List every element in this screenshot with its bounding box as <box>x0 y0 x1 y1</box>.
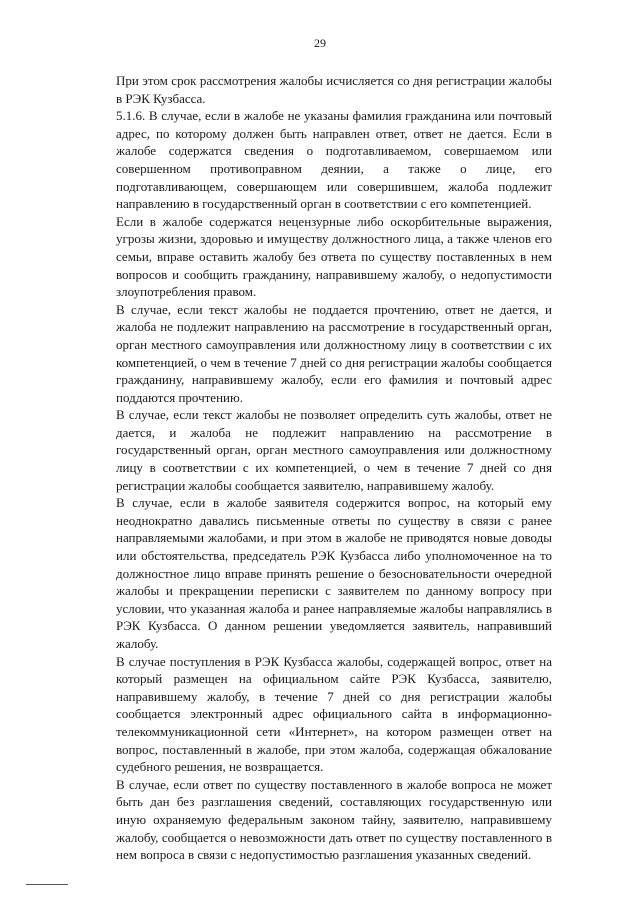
paragraph-6: В случае, если в жалобе заявителя содержится вопрос, на который ему неоднократно давались письменные ответы по существу в связи с ранее направляемыми жалобами, и при этом в жалобе не приводятся новые доводы или обстоятельства, председатель РЭК Кузбасса либо уполномоченное на то должностное лицо вправе принять решение о безосновательности очередной жалобы и прекращении переписки с заявителем по данному вопросу при условии, что указанная жалоба и ранее направляемые жалобы направлялись в РЭК Кузбасса. О данном решении уведомляется заявитель, направивший жалобу. <box>116 495 552 651</box>
footnote-separator <box>26 884 68 885</box>
document-body <box>116 72 552 864</box>
paragraph-1: При этом срок рассмотрения жалобы исчисляется со дня регистрации жалобы в РЭК Кузбасса. <box>116 73 552 106</box>
page-number: 29 <box>314 36 326 50</box>
paragraph-2: 5.1.6. В случае, если в жалобе не указаны фамилия гражданина или почтовый адрес, по которому должен быть направлен ответ, ответ не дается. Если в жалобе содержатся сведения о подготавливаемом, совершаемом или совершенном противоправном деянии, а также о лице, его подготавливающем, совершающем или совершившем, жалоба подлежит направлению в государственный орган в соответствии с его компетенцией. <box>116 108 552 212</box>
paragraph-4: В случае, если текст жалобы не поддается прочтению, ответ не дается, и жалоба не подлежит направлению на рассмотрение в государственный орган, орган местного самоуправления или должностному лицу в соответствии с их компетенцией, о чем в течение 7 дней со дня регистрации жалобы сообщается гражданину, направившему жалобу, если его фамилия и почтовый адрес поддаются прочтению. <box>116 301 552 405</box>
paragraph-7: В случае поступления в РЭК Кузбасса жалобы, содержащей вопрос, ответ на который размещен на официальном сайте РЭК Кузбасса, заявителю, направившему жалобу, в течение 7 дней со дня регистрации жалобы сообщается электронный адрес официального сайта в информационно-телекоммуникационной сети «Интернет», на котором размещен ответ на вопрос, поставленный в жалобе, при этом жалоба, содержащая обжалование судебного решения, не возвращается. <box>116 653 552 775</box>
paragraph-5: В случае, если текст жалобы не позволяет определить суть жалобы, ответ не дается, и жалоба не подлежит направлению на рассмотрение в государственный орган, орган местного самоуправления или должностному лицу в соответствии с их компетенцией, о чем в течение 7 дней со дня регистрации жалобы сообщается заявителю, направившему жалобу. <box>116 407 552 493</box>
paragraph-3: Если в жалобе содержатся нецензурные либо оскорбительные выражения, угрозы жизни, здоровью и имуществу должностного лица, а также членов его семьи, вправе оставить жалобу без ответа по существу поставленных в нем вопросов и сообщить гражданину, направившему жалобу, о недопустимости злоупотребления правом. <box>116 213 552 300</box>
paragraph-8: В случае, если ответ по существу поставленного в жалобе вопроса не может быть дан без разглашения сведений, составляющих государственную или иную охраняемую федеральным законом тайну, заявителю, направившему жалобу, сообщается о невозможности дать ответ по существу поставленного в нем вопроса в связи с недопустимостью разглашения указанных сведений. <box>116 776 552 863</box>
